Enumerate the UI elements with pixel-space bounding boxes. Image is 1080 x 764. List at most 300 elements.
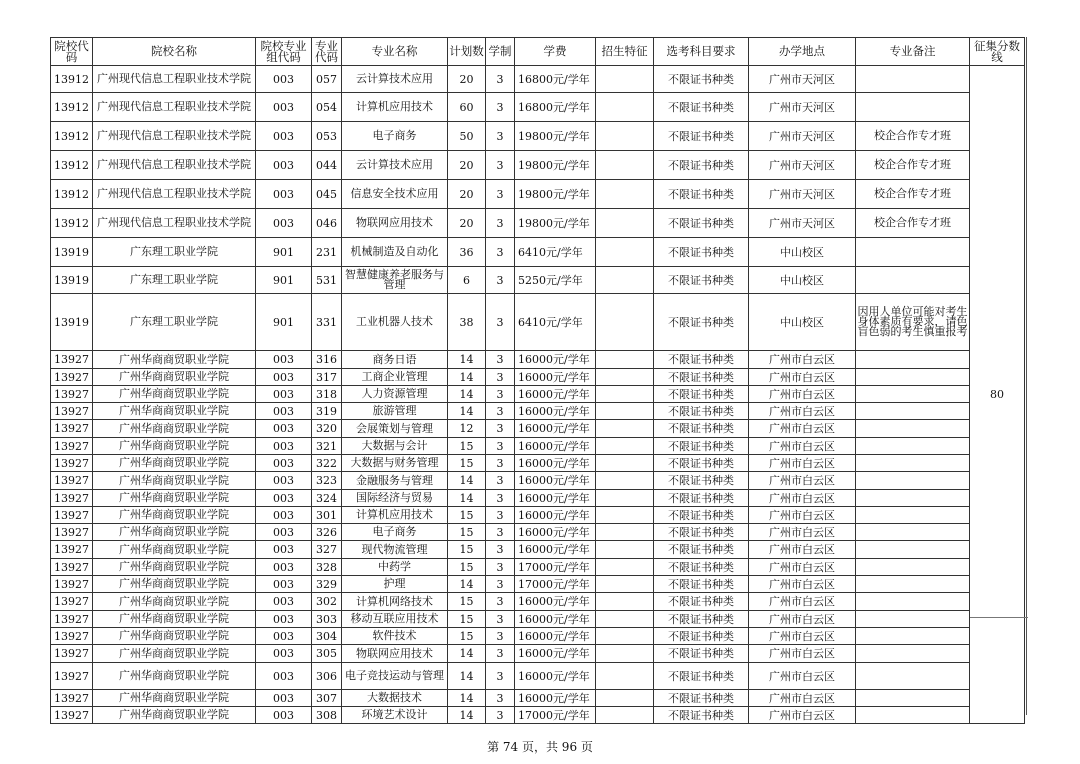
fee-cell: 16000元/学年 (515, 541, 596, 559)
note-cell (856, 386, 970, 403)
school-code-cell: 13927 (51, 455, 93, 472)
major-name-cell: 护理 (342, 576, 448, 593)
school-code-cell: 13927 (51, 490, 93, 507)
subject-cell: 不限证书种类 (654, 403, 749, 420)
major-code-cell: 316 (312, 351, 342, 369)
col-header-note: 专业备注 (856, 38, 970, 66)
major-code-cell: 231 (312, 238, 342, 267)
table-row (51, 369, 1025, 386)
location-cell: 广州市白云区 (749, 455, 856, 472)
table-row (51, 690, 1025, 707)
table-row (51, 611, 1025, 628)
school-name-cell: 广州华商商贸职业学院 (93, 524, 256, 541)
major-name-cell: 物联网应用技术 (342, 209, 448, 238)
subject-cell: 不限证书种类 (654, 576, 749, 593)
note-cell (856, 351, 970, 369)
group-code-cell: 003 (256, 645, 312, 663)
school-code-cell: 13927 (51, 403, 93, 420)
note-cell (856, 524, 970, 541)
school-code-cell: 13912 (51, 151, 93, 180)
subject-cell: 不限证书种类 (654, 369, 749, 386)
subject-cell: 不限证书种类 (654, 541, 749, 559)
major-name-cell: 人力资源管理 (342, 386, 448, 403)
group-code-cell: 003 (256, 386, 312, 403)
years-cell: 3 (486, 611, 515, 628)
major-code-cell: 301 (312, 507, 342, 524)
school-name-cell: 广州华商商贸职业学院 (93, 663, 256, 690)
location-cell: 广州市白云区 (749, 611, 856, 628)
school-name-cell: 广州华商商贸职业学院 (93, 611, 256, 628)
table-row (51, 645, 1025, 663)
major-code-cell: 531 (312, 267, 342, 294)
table-row (51, 122, 1025, 151)
table-row (51, 351, 1025, 369)
feature-cell (596, 645, 654, 663)
school-name-cell: 广州现代信息工程职业技术学院 (93, 66, 256, 93)
table-row (51, 438, 1025, 455)
right-border-line (1026, 37, 1027, 715)
school-name-cell: 广州华商商贸职业学院 (93, 490, 256, 507)
major-code-cell: 308 (312, 707, 342, 724)
school-code-cell: 13927 (51, 524, 93, 541)
group-code-cell: 003 (256, 351, 312, 369)
location-cell: 广州市白云区 (749, 438, 856, 455)
feature-cell (596, 507, 654, 524)
subject-cell: 不限证书种类 (654, 507, 749, 524)
major-name-cell: 中药学 (342, 559, 448, 576)
major-code-cell: 306 (312, 663, 342, 690)
school-code-cell: 13919 (51, 294, 93, 351)
major-name-cell: 计算机网络技术 (342, 593, 448, 611)
plan-cell: 15 (448, 507, 486, 524)
fee-cell: 19800元/学年 (515, 209, 596, 238)
location-cell: 广州市白云区 (749, 541, 856, 559)
note-cell (856, 628, 970, 645)
feature-cell (596, 593, 654, 611)
group-code-cell: 003 (256, 663, 312, 690)
subject-cell: 不限证书种类 (654, 267, 749, 294)
plan-cell: 6 (448, 267, 486, 294)
location-cell: 广州市天河区 (749, 66, 856, 93)
years-cell: 3 (486, 294, 515, 351)
subject-cell: 不限证书种类 (654, 490, 749, 507)
major-code-cell: 302 (312, 593, 342, 611)
school-code-cell: 13927 (51, 707, 93, 724)
years-cell: 3 (486, 403, 515, 420)
major-code-cell: 054 (312, 93, 342, 122)
location-cell: 广州市白云区 (749, 707, 856, 724)
major-code-cell: 322 (312, 455, 342, 472)
plan-cell: 14 (448, 369, 486, 386)
note-cell (856, 507, 970, 524)
fee-cell: 16800元/学年 (515, 93, 596, 122)
feature-cell (596, 122, 654, 151)
school-code-cell: 13927 (51, 559, 93, 576)
subject-cell: 不限证书种类 (654, 438, 749, 455)
school-name-cell: 广州华商商贸职业学院 (93, 559, 256, 576)
major-code-cell: 318 (312, 386, 342, 403)
school-code-cell: 13919 (51, 238, 93, 267)
feature-cell (596, 66, 654, 93)
fee-cell: 16000元/学年 (515, 420, 596, 438)
feature-cell (596, 209, 654, 238)
fee-cell: 17000元/学年 (515, 707, 596, 724)
major-code-cell: 321 (312, 438, 342, 455)
fee-cell: 16000元/学年 (515, 663, 596, 690)
feature-cell (596, 180, 654, 209)
school-code-cell: 13927 (51, 541, 93, 559)
note-cell (856, 93, 970, 122)
group-code-cell: 003 (256, 524, 312, 541)
note-cell (856, 490, 970, 507)
major-code-cell: 057 (312, 66, 342, 93)
major-name-cell: 机械制造及自动化 (342, 238, 448, 267)
subject-cell: 不限证书种类 (654, 209, 749, 238)
location-cell: 广州市白云区 (749, 403, 856, 420)
table-row (51, 663, 1025, 690)
location-cell: 广州市白云区 (749, 690, 856, 707)
location-cell: 广州市白云区 (749, 628, 856, 645)
school-code-cell: 13927 (51, 386, 93, 403)
note-cell (856, 438, 970, 455)
plan-cell: 14 (448, 690, 486, 707)
feature-cell (596, 455, 654, 472)
fee-cell: 16000元/学年 (515, 645, 596, 663)
school-name-cell: 广州华商商贸职业学院 (93, 645, 256, 663)
col-header-group-code: 院校专业组代码 (256, 38, 312, 66)
table-row (51, 267, 1025, 294)
group-code-cell: 003 (256, 122, 312, 151)
location-cell: 广州市白云区 (749, 524, 856, 541)
years-cell: 3 (486, 472, 515, 490)
subject-cell: 不限证书种类 (654, 66, 749, 93)
location-cell: 广州市白云区 (749, 386, 856, 403)
school-code-cell: 13912 (51, 66, 93, 93)
fee-cell: 19800元/学年 (515, 180, 596, 209)
plan-cell: 15 (448, 559, 486, 576)
major-name-cell: 电子商务 (342, 524, 448, 541)
group-code-cell: 003 (256, 593, 312, 611)
major-code-cell: 329 (312, 576, 342, 593)
plan-cell: 20 (448, 180, 486, 209)
location-cell: 广州市天河区 (749, 93, 856, 122)
plan-cell: 15 (448, 628, 486, 645)
note-cell (856, 576, 970, 593)
plan-cell: 12 (448, 420, 486, 438)
note-cell (856, 472, 970, 490)
plan-cell: 50 (448, 122, 486, 151)
major-code-cell: 324 (312, 490, 342, 507)
table-row (51, 238, 1025, 267)
years-cell: 3 (486, 369, 515, 386)
feature-cell (596, 294, 654, 351)
fee-cell: 16000元/学年 (515, 403, 596, 420)
note-cell: 校企合作专才班 (856, 209, 970, 238)
group-code-cell: 003 (256, 209, 312, 238)
plan-cell: 38 (448, 294, 486, 351)
location-cell: 广州市天河区 (749, 209, 856, 238)
location-cell: 中山校区 (749, 267, 856, 294)
note-cell (856, 541, 970, 559)
margin-rule (970, 617, 1028, 618)
table-row (51, 386, 1025, 403)
plan-cell: 15 (448, 541, 486, 559)
col-header-school-name: 院校名称 (93, 38, 256, 66)
table-row (51, 559, 1025, 576)
col-header-major-code: 专业代码 (312, 38, 342, 66)
table-row (51, 180, 1025, 209)
plan-cell: 15 (448, 611, 486, 628)
fee-cell: 16800元/学年 (515, 66, 596, 93)
school-code-cell: 13912 (51, 122, 93, 151)
col-header-fee: 学费 (515, 38, 596, 66)
major-name-cell: 云计算技术应用 (342, 66, 448, 93)
subject-cell: 不限证书种类 (654, 559, 749, 576)
school-name-cell: 广州现代信息工程职业技术学院 (93, 93, 256, 122)
major-code-cell: 053 (312, 122, 342, 151)
feature-cell (596, 386, 654, 403)
major-name-cell: 智慧健康养老服务与管理 (342, 267, 448, 294)
school-code-cell: 13927 (51, 351, 93, 369)
major-code-cell: 303 (312, 611, 342, 628)
major-code-cell: 331 (312, 294, 342, 351)
table-row (51, 541, 1025, 559)
plan-cell: 15 (448, 455, 486, 472)
school-code-cell: 13927 (51, 611, 93, 628)
school-code-cell: 13927 (51, 663, 93, 690)
major-name-cell: 云计算技术应用 (342, 151, 448, 180)
note-cell (856, 238, 970, 267)
school-name-cell: 广州华商商贸职业学院 (93, 386, 256, 403)
feature-cell (596, 490, 654, 507)
years-cell: 3 (486, 645, 515, 663)
feature-cell (596, 238, 654, 267)
years-cell: 3 (486, 438, 515, 455)
table-row (51, 93, 1025, 122)
col-header-plan: 计划数 (448, 38, 486, 66)
school-code-cell: 13927 (51, 438, 93, 455)
years-cell: 3 (486, 122, 515, 151)
fee-cell: 16000元/学年 (515, 438, 596, 455)
location-cell: 广州市白云区 (749, 369, 856, 386)
table-row (51, 490, 1025, 507)
group-code-cell: 003 (256, 707, 312, 724)
feature-cell (596, 267, 654, 294)
group-code-cell: 003 (256, 403, 312, 420)
feature-cell (596, 541, 654, 559)
fee-cell: 16000元/学年 (515, 455, 596, 472)
major-code-cell: 305 (312, 645, 342, 663)
table-row (51, 593, 1025, 611)
school-code-cell: 13927 (51, 593, 93, 611)
group-code-cell: 003 (256, 93, 312, 122)
fee-cell: 16000元/学年 (515, 628, 596, 645)
fee-cell: 19800元/学年 (515, 122, 596, 151)
subject-cell: 不限证书种类 (654, 645, 749, 663)
school-name-cell: 广州华商商贸职业学院 (93, 507, 256, 524)
major-name-cell: 商务日语 (342, 351, 448, 369)
plan-cell: 20 (448, 151, 486, 180)
school-name-cell: 广州华商商贸职业学院 (93, 576, 256, 593)
plan-cell: 15 (448, 438, 486, 455)
table-row (51, 524, 1025, 541)
note-cell (856, 645, 970, 663)
table-row (51, 707, 1025, 724)
note-cell (856, 559, 970, 576)
plan-cell: 20 (448, 209, 486, 238)
col-header-years: 学制 (486, 38, 515, 66)
table-row (51, 403, 1025, 420)
group-code-cell: 003 (256, 151, 312, 180)
school-name-cell: 广州华商商贸职业学院 (93, 707, 256, 724)
table-row (51, 294, 1025, 351)
col-header-feature: 招生特征 (596, 38, 654, 66)
note-cell (856, 611, 970, 628)
school-name-cell: 广州华商商贸职业学院 (93, 403, 256, 420)
subject-cell: 不限证书种类 (654, 351, 749, 369)
group-code-cell: 003 (256, 369, 312, 386)
subject-cell: 不限证书种类 (654, 472, 749, 490)
note-cell (856, 690, 970, 707)
note-cell: 因用人单位可能对考生身体素质有要求，请色盲色弱的考生慎重报考 (856, 294, 970, 351)
group-code-cell: 901 (256, 294, 312, 351)
plan-cell: 14 (448, 576, 486, 593)
major-code-cell: 307 (312, 690, 342, 707)
plan-cell: 15 (448, 593, 486, 611)
fee-cell: 16000元/学年 (515, 611, 596, 628)
col-header-location: 办学地点 (749, 38, 856, 66)
table-row (51, 420, 1025, 438)
subject-cell: 不限证书种类 (654, 238, 749, 267)
note-cell: 校企合作专才班 (856, 151, 970, 180)
school-code-cell: 13927 (51, 369, 93, 386)
major-code-cell: 317 (312, 369, 342, 386)
note-cell (856, 267, 970, 294)
note-cell (856, 593, 970, 611)
subject-cell: 不限证书种类 (654, 611, 749, 628)
location-cell: 中山校区 (749, 294, 856, 351)
major-name-cell: 会展策划与管理 (342, 420, 448, 438)
plan-cell: 14 (448, 386, 486, 403)
school-name-cell: 广州华商商贸职业学院 (93, 369, 256, 386)
feature-cell (596, 690, 654, 707)
major-name-cell: 移动互联应用技术 (342, 611, 448, 628)
school-name-cell: 广州华商商贸职业学院 (93, 438, 256, 455)
plan-cell: 36 (448, 238, 486, 267)
feature-cell (596, 611, 654, 628)
years-cell: 3 (486, 707, 515, 724)
major-name-cell: 工业机器人技术 (342, 294, 448, 351)
table-row (51, 576, 1025, 593)
feature-cell (596, 628, 654, 645)
years-cell: 3 (486, 420, 515, 438)
group-code-cell: 003 (256, 420, 312, 438)
group-code-cell: 003 (256, 66, 312, 93)
col-header-min-score: 征集分数线 (970, 38, 1025, 66)
major-name-cell: 现代物流管理 (342, 541, 448, 559)
subject-cell: 不限证书种类 (654, 524, 749, 541)
feature-cell (596, 369, 654, 386)
feature-cell (596, 576, 654, 593)
feature-cell (596, 707, 654, 724)
years-cell: 3 (486, 507, 515, 524)
fee-cell: 6410元/学年 (515, 238, 596, 267)
major-name-cell: 金融服务与管理 (342, 472, 448, 490)
subject-cell: 不限证书种类 (654, 180, 749, 209)
note-cell (856, 66, 970, 93)
years-cell: 3 (486, 593, 515, 611)
group-code-cell: 901 (256, 267, 312, 294)
note-cell: 校企合作专才班 (856, 180, 970, 209)
note-cell (856, 420, 970, 438)
group-code-cell: 003 (256, 455, 312, 472)
major-code-cell: 320 (312, 420, 342, 438)
table-row (51, 455, 1025, 472)
fee-cell: 16000元/学年 (515, 507, 596, 524)
major-name-cell: 计算机应用技术 (342, 93, 448, 122)
note-cell (856, 369, 970, 386)
location-cell: 广州市天河区 (749, 151, 856, 180)
plan-cell: 14 (448, 403, 486, 420)
table-row (51, 66, 1025, 93)
plan-cell: 14 (448, 351, 486, 369)
group-code-cell: 003 (256, 507, 312, 524)
fee-cell: 5250元/学年 (515, 267, 596, 294)
school-name-cell: 广州华商商贸职业学院 (93, 455, 256, 472)
school-name-cell: 广东理工职业学院 (93, 267, 256, 294)
school-name-cell: 广州华商商贸职业学院 (93, 593, 256, 611)
years-cell: 3 (486, 151, 515, 180)
subject-cell: 不限证书种类 (654, 690, 749, 707)
location-cell: 广州市天河区 (749, 122, 856, 151)
header-row (51, 38, 1025, 66)
fee-cell: 16000元/学年 (515, 472, 596, 490)
feature-cell (596, 524, 654, 541)
fee-cell: 16000元/学年 (515, 490, 596, 507)
major-code-cell: 326 (312, 524, 342, 541)
major-name-cell: 大数据与财务管理 (342, 455, 448, 472)
plan-cell: 15 (448, 524, 486, 541)
feature-cell (596, 151, 654, 180)
subject-cell: 不限证书种类 (654, 628, 749, 645)
major-name-cell: 电子商务 (342, 122, 448, 151)
years-cell: 3 (486, 66, 515, 93)
note-cell (856, 403, 970, 420)
location-cell: 广州市白云区 (749, 351, 856, 369)
group-code-cell: 901 (256, 238, 312, 267)
school-code-cell: 13927 (51, 420, 93, 438)
years-cell: 3 (486, 351, 515, 369)
subject-cell: 不限证书种类 (654, 151, 749, 180)
major-name-cell: 旅游管理 (342, 403, 448, 420)
subject-cell: 不限证书种类 (654, 93, 749, 122)
school-name-cell: 广东理工职业学院 (93, 238, 256, 267)
subject-cell: 不限证书种类 (654, 122, 749, 151)
school-name-cell: 广州现代信息工程职业技术学院 (93, 180, 256, 209)
major-code-cell: 319 (312, 403, 342, 420)
subject-cell: 不限证书种类 (654, 593, 749, 611)
major-name-cell: 环境艺术设计 (342, 707, 448, 724)
plan-cell: 14 (448, 663, 486, 690)
location-cell: 广州市天河区 (749, 180, 856, 209)
subject-cell: 不限证书种类 (654, 420, 749, 438)
fee-cell: 16000元/学年 (515, 351, 596, 369)
major-name-cell: 大数据技术 (342, 690, 448, 707)
col-header-school-code: 院校代码 (51, 38, 93, 66)
group-code-cell: 003 (256, 690, 312, 707)
school-code-cell: 13912 (51, 93, 93, 122)
school-code-cell: 13927 (51, 628, 93, 645)
